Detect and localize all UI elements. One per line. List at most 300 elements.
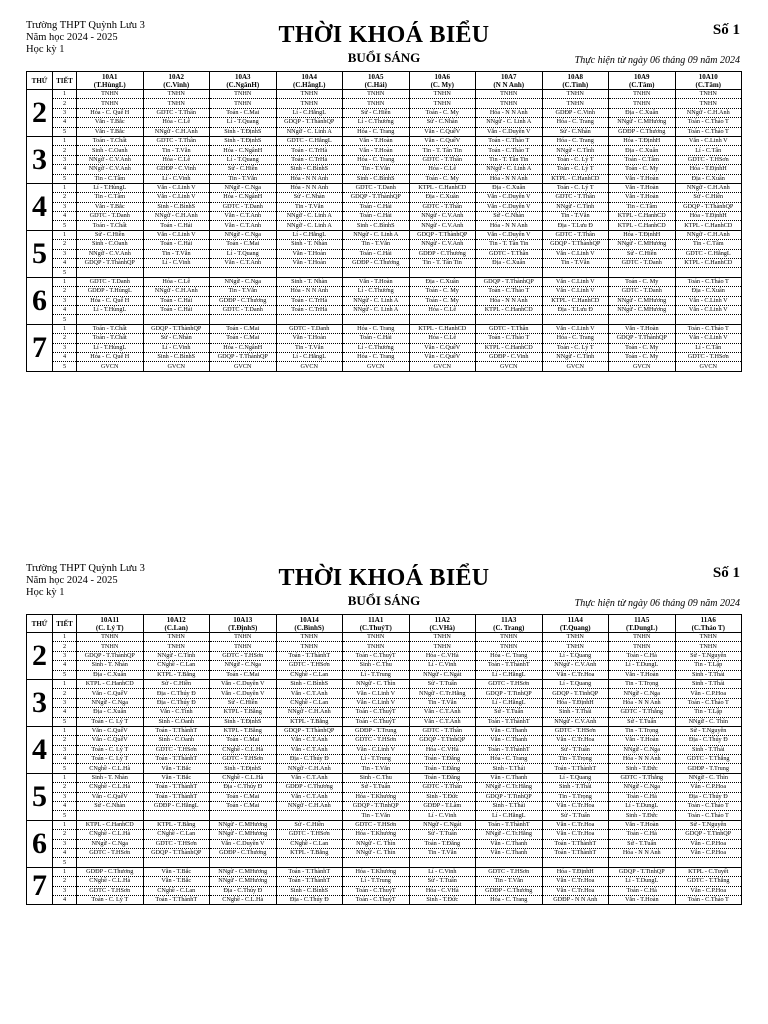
lesson-cell: CNghề - C.L.Hà: [210, 773, 277, 782]
lesson-cell: NNgữ - C.Tình: [542, 146, 609, 155]
lesson-cell: Toán - C. Lý T: [542, 155, 609, 164]
day-label: 3: [27, 679, 53, 726]
lesson-cell: Sinh - T.Thái: [476, 802, 543, 811]
lesson-cell: Văn - T.Hoàn: [609, 174, 676, 183]
period-number: 3: [53, 108, 77, 117]
lesson-cell: Toán - C.Mai: [210, 108, 277, 117]
lesson-cell: Văn - T.Hoàn: [609, 895, 676, 904]
lesson-cell: Tin - T.Văn: [409, 698, 476, 707]
lesson-cell: [276, 268, 343, 277]
lesson-cell: Văn - C.T.Anh: [210, 221, 277, 230]
lesson-cell: KTPL - C.HanhCD: [609, 221, 676, 230]
table-row: [27, 90, 742, 99]
lesson-cell: Lí - T.DungL: [609, 802, 676, 811]
lesson-cell: Tin - T.Văn: [343, 764, 410, 773]
lesson-cell: NNgữ - C. Thìn: [343, 848, 410, 857]
lesson-cell: Lí - C.Vinh: [143, 174, 210, 183]
lesson-cell: GDTC - T.HSơn: [276, 661, 343, 670]
lesson-cell: NNgữ - C.Ngát: [409, 820, 476, 829]
table-row: [27, 848, 742, 857]
lesson-cell: Lí - C.HằngL: [476, 698, 543, 707]
lesson-cell: GDĐP - T.Lâm: [409, 802, 476, 811]
period-number: 1: [53, 136, 77, 145]
lesson-cell: GDTC - T.HSơn: [276, 830, 343, 839]
lesson-cell: Văn - T.Hoàn: [609, 736, 676, 745]
lesson-cell: Hóa - C. Trang: [542, 118, 609, 127]
lesson-cell: Địa - C.Thúy Đ: [276, 895, 343, 904]
period-number: 1: [53, 867, 77, 876]
lesson-cell: NNgữ - C.Tình: [542, 352, 609, 361]
class-name: 10A12: [166, 615, 186, 624]
lesson-cell: Hóa - N N Anh: [609, 698, 676, 707]
lesson-cell: Sinh - T.ĐịnhS: [210, 136, 277, 145]
lesson-cell: KTPL - C.HanhCD: [675, 221, 742, 230]
lesson-cell: Văn - C.T.Anh: [409, 708, 476, 717]
lesson-cell: Hóa - N N Anh: [476, 296, 543, 305]
table-row: [27, 249, 742, 258]
lesson-cell: Văn - T.Hoàn: [276, 259, 343, 268]
lesson-cell: TNHN: [409, 633, 476, 642]
lesson-cell: [143, 268, 210, 277]
lesson-cell: CNghề - C.Lan: [143, 886, 210, 895]
lesson-cell: CNghề - C.Lan: [276, 698, 343, 707]
lesson-cell: GVCN: [77, 362, 144, 371]
table-row: [27, 118, 742, 127]
lesson-cell: GDTC - T.HSơn: [210, 651, 277, 660]
lesson-cell: Hóa - C.Lê: [143, 155, 210, 164]
lesson-cell: Địa - C.Xuân: [409, 277, 476, 286]
lesson-cell: Toán - C. Lý T: [77, 895, 144, 904]
class-teacher: (C.HằngL): [293, 80, 326, 89]
class-name: 11A1: [368, 615, 384, 624]
lesson-cell: [276, 315, 343, 324]
period-number: 1: [53, 324, 77, 333]
lesson-cell: Địa - C.Thúy Đ: [276, 755, 343, 764]
lesson-cell: NNgữ - C.Tr.Hằng: [409, 689, 476, 698]
lesson-cell: Hóa - C. Quế H: [77, 108, 144, 117]
lesson-cell: Lí - C.Thương: [343, 118, 410, 127]
lesson-cell: Toán - T.ThànhT: [276, 867, 343, 876]
lesson-cell: Sử - C.Nhàn: [476, 212, 543, 221]
lesson-cell: Sử - C.Nhàn: [409, 118, 476, 127]
lesson-cell: Toán - C.Thảo T: [675, 698, 742, 707]
lesson-cell: GVCN: [343, 362, 410, 371]
lesson-cell: [476, 858, 543, 867]
lesson-cell: Toán - T.ThànhT: [143, 726, 210, 735]
lesson-cell: GDQP - T.TinhQP: [409, 736, 476, 745]
lesson-cell: Địa - C.Thúy Đ: [675, 792, 742, 801]
lesson-cell: GDTC - T.Danh: [77, 277, 144, 286]
class-teacher: (N N Anh): [493, 80, 525, 89]
period-number: 5: [53, 315, 77, 324]
lesson-cell: Sinh - T.ĐịnhS: [210, 764, 277, 773]
lesson-cell: Lí - T.Trung: [343, 670, 410, 679]
lesson-cell: Hóa - T.Khương: [343, 867, 410, 876]
lesson-cell: GDTC - T.Thắng: [675, 755, 742, 764]
lesson-cell: Tin - T.Văn: [276, 202, 343, 211]
lesson-cell: [609, 268, 676, 277]
lesson-cell: [409, 858, 476, 867]
lesson-cell: NNgữ - C.MHương: [210, 877, 277, 886]
page-title: THỜI KHOÁ BIỂU: [278, 565, 490, 591]
lesson-cell: Lí - T.Trung: [343, 755, 410, 764]
table-row: [27, 240, 742, 249]
lesson-cell: Toán - C.Mai: [210, 792, 277, 801]
lesson-cell: Hóa - T.Khương: [343, 830, 410, 839]
lesson-cell: Văn - T.Hoàn: [609, 670, 676, 679]
lesson-cell: Văn - T.Hoàn: [609, 820, 676, 829]
lesson-cell: Văn - C.Linh V: [675, 296, 742, 305]
lesson-cell: GDTC - T.Thân: [409, 202, 476, 211]
lesson-cell: Hóa - N N Anh: [276, 174, 343, 183]
lesson-cell: KTPL - T.Bằng: [276, 848, 343, 857]
lesson-cell: Sử - C.Hiền: [77, 230, 144, 239]
class-teacher: (C. Trang): [493, 623, 525, 632]
lesson-cell: KTPL - C.HanhCD: [409, 183, 476, 192]
lesson-cell: Hóa - T.ĐịnhH: [675, 212, 742, 221]
effective-date: Thực hiện từ ngày 06 tháng 09 năm 2024: [574, 598, 740, 609]
lesson-cell: Tin - T. Tân Tin: [409, 259, 476, 268]
lesson-cell: NNgữ - C. Linh A: [476, 118, 543, 127]
lesson-cell: Địa - C.Xuân: [77, 670, 144, 679]
lesson-cell: Văn - C.T.Anh: [409, 717, 476, 726]
lesson-cell: Sinh - C.BìnhS: [276, 679, 343, 688]
lesson-cell: Sử - C.Hiền: [210, 165, 277, 174]
sheet-number: Số 1: [712, 22, 740, 38]
lesson-cell: TNHN: [77, 642, 144, 651]
lesson-cell: Văn - C.Tr.Hoa: [542, 886, 609, 895]
lesson-cell: NNgữ - C.Nga: [77, 698, 144, 707]
lesson-cell: Văn - C.Linh V: [675, 334, 742, 343]
period-number: 4: [53, 259, 77, 268]
lesson-cell: Văn - C.Linh V: [542, 324, 609, 333]
table-row: [27, 136, 742, 145]
lesson-cell: TNHN: [210, 642, 277, 651]
lesson-cell: Lí - T.Quang: [542, 773, 609, 782]
period-number: 5: [53, 221, 77, 230]
lesson-cell: TNHN: [276, 90, 343, 99]
table-row: [27, 764, 742, 773]
lesson-cell: Hóa - C. Trang: [476, 651, 543, 660]
lesson-cell: Văn - C.Thanh: [476, 773, 543, 782]
lesson-cell: TNHN: [343, 642, 410, 651]
lesson-cell: Toán - T.ThànhT: [542, 764, 609, 773]
lesson-cell: Văn - C.Linh V: [343, 698, 410, 707]
class-teacher: (C.Vinh): [163, 80, 190, 89]
lesson-cell: Sử - C.Nhàn: [77, 802, 144, 811]
lesson-cell: GDQP - T.ThànhQP: [476, 277, 543, 286]
school-name: Trường THPT Quỳnh Lưu 3: [26, 20, 145, 31]
period-number: 2: [53, 240, 77, 249]
lesson-cell: Tin - C.Tâm: [77, 193, 144, 202]
class-header: [143, 615, 210, 633]
class-teacher: (T.Quang): [559, 623, 591, 632]
lesson-cell: Toán - T.ThànhT: [542, 848, 609, 857]
lesson-cell: Lí - T.DungL: [609, 661, 676, 670]
lesson-cell: Văn - T.Bắc: [143, 764, 210, 773]
lesson-cell: Toán - C.Hải: [343, 202, 410, 211]
lesson-cell: GDQP - T.ThànhQP: [409, 230, 476, 239]
lesson-cell: [210, 268, 277, 277]
lesson-cell: TNHN: [409, 90, 476, 99]
lesson-cell: Sinh - C.BìnhS: [143, 202, 210, 211]
lesson-cell: NNgữ - C.Nga: [210, 661, 277, 670]
lesson-cell: Lí - C.HằngL: [276, 352, 343, 361]
lesson-cell: Toán - T.Đăng: [409, 773, 476, 782]
lesson-cell: [210, 858, 277, 867]
lesson-cell: Sinh - T. Nhàn: [77, 773, 144, 782]
lesson-cell: GDĐP - C.Vinh: [476, 352, 543, 361]
lesson-cell: NNgữ - C.V.Anh: [77, 155, 144, 164]
lesson-cell: NNgữ - C.MHương: [609, 305, 676, 314]
table-row: [27, 277, 742, 286]
lesson-cell: Sử - T.Nguyên: [675, 651, 742, 660]
lesson-cell: Toán - C. My: [409, 296, 476, 305]
lesson-cell: TNHN: [609, 642, 676, 651]
lesson-cell: Lí - C.HằngL: [276, 108, 343, 117]
lesson-cell: TNHN: [343, 633, 410, 642]
lesson-cell: Văn - C.Linh V: [143, 183, 210, 192]
lesson-cell: Toán - C.Thảo T: [675, 127, 742, 136]
lesson-cell: TNHN: [675, 642, 742, 651]
lesson-cell: Sinh - T.Thái: [542, 708, 609, 717]
lesson-cell: Toán - T.ThànhT: [476, 745, 543, 754]
lesson-cell: GVCN: [409, 362, 476, 371]
table-row: [27, 155, 742, 164]
lesson-cell: Hóa - C. Trang: [343, 155, 410, 164]
lesson-cell: Hóa - C.Lê: [409, 165, 476, 174]
lesson-cell: GDTC - T.Thắng: [609, 773, 676, 782]
col-header-period: TIẾT: [53, 615, 77, 633]
table-row: [27, 830, 742, 839]
lesson-cell: Toán - C.Mai: [210, 240, 277, 249]
lesson-cell: NNgữ - C.MHương: [210, 820, 277, 829]
lesson-cell: Sử - T.Tuấn: [542, 745, 609, 754]
lesson-cell: Hóa - C. Trang: [542, 334, 609, 343]
lesson-cell: Văn - C.Thanh: [476, 736, 543, 745]
lesson-cell: NNgữ - C.H.Anh: [675, 108, 742, 117]
lesson-cell: Sinh - T.Thái: [675, 679, 742, 688]
lesson-cell: Địa - C.Thúy Đ: [143, 698, 210, 707]
lesson-cell: NNgữ - C. Linh A: [343, 296, 410, 305]
table-row: [27, 146, 742, 155]
lesson-cell: TNHN: [476, 633, 543, 642]
class-name: 10A9: [633, 72, 650, 81]
lesson-cell: GVCN: [609, 362, 676, 371]
lesson-cell: NNgữ - C. Linh A: [476, 165, 543, 174]
class-name: 11A2: [434, 615, 450, 624]
lesson-cell: GDTC - T.Danh: [609, 287, 676, 296]
table-row: [27, 324, 742, 333]
period-number: 4: [53, 802, 77, 811]
lesson-cell: Văn - C.P.Hoa: [675, 886, 742, 895]
lesson-cell: GDĐP - C.Thương: [476, 886, 543, 895]
lesson-cell: NNgữ - C.Nga: [609, 689, 676, 698]
lesson-cell: TNHN: [343, 99, 410, 108]
effective-date: Thực hiện từ ngày 06 tháng 09 năm 2024: [574, 55, 740, 66]
table-row: [27, 679, 742, 688]
lesson-cell: Toán - C.Thảo T: [675, 895, 742, 904]
class-header: [143, 72, 210, 90]
lesson-cell: CNghề - C.Lan: [143, 830, 210, 839]
lesson-cell: Sinh - C.BìnhS: [276, 886, 343, 895]
lesson-cell: [476, 315, 543, 324]
lesson-cell: Văn - C.T.Anh: [210, 259, 277, 268]
table-row: [27, 268, 742, 277]
lesson-cell: [409, 315, 476, 324]
class-header: [77, 615, 144, 633]
lesson-cell: Địa - C.Thúy Đ: [210, 783, 277, 792]
lesson-cell: Tin - T.Văn: [343, 240, 410, 249]
lesson-cell: GDTC - C.HằngL: [675, 249, 742, 258]
lesson-cell: [343, 315, 410, 324]
lesson-cell: NNgữ - C.Nga: [609, 745, 676, 754]
lesson-cell: GDĐP - C.HằngL: [143, 802, 210, 811]
lesson-cell: GDTC - T.HSơn: [675, 155, 742, 164]
lesson-cell: GDTC - C.HằngL: [276, 136, 343, 145]
table-row: [27, 230, 742, 239]
table-row: [27, 642, 742, 651]
table-row: [27, 867, 742, 876]
lesson-cell: Tin - T.Văn: [143, 146, 210, 155]
lesson-cell: GVCN: [542, 362, 609, 371]
class-header: [675, 615, 742, 633]
day-label: 6: [27, 820, 53, 867]
lesson-cell: Hóa - C. Quế H: [77, 352, 144, 361]
lesson-cell: Toán - C.Thảo T: [476, 334, 543, 343]
lesson-cell: KTPL - C.Tuyết: [675, 867, 742, 876]
lesson-cell: KTPL - T.Bằng: [143, 670, 210, 679]
lesson-cell: Toán - C. Lý T: [77, 745, 144, 754]
lesson-cell: Tin - T.Văn: [343, 165, 410, 174]
lesson-cell: Văn - C.Thanh: [476, 839, 543, 848]
lesson-cell: NNgữ - C.Tr.Hằng: [476, 783, 543, 792]
lesson-cell: Tin - T.Văn: [409, 848, 476, 857]
lesson-cell: Lí - T.Quang: [542, 679, 609, 688]
lesson-cell: Sử - T.Tuấn: [476, 708, 543, 717]
lesson-cell: Sinh - C.Oanh: [77, 146, 144, 155]
lesson-cell: Sinh - C.BìnhS: [343, 174, 410, 183]
lesson-cell: GDTC - T.HSơn: [542, 726, 609, 735]
lesson-cell: Lí - C.Tân: [675, 343, 742, 352]
lesson-cell: Văn - C.QuếV: [77, 689, 144, 698]
lesson-cell: Toán - C. Lý T: [77, 717, 144, 726]
table-row: [27, 755, 742, 764]
lesson-cell: Tin - T.Văn: [276, 343, 343, 352]
class-teacher: (C.BìnhS): [294, 623, 325, 632]
table-row: [27, 802, 742, 811]
lesson-cell: Hóa - C. Trang: [476, 755, 543, 764]
lesson-cell: Sử - C.Nhàn: [542, 127, 609, 136]
lesson-cell: Toán - C.Mai: [210, 736, 277, 745]
lesson-cell: Văn - C.T.Anh: [276, 745, 343, 754]
table-row: [27, 670, 742, 679]
lesson-cell: Văn - C.P.Hoa: [675, 848, 742, 857]
lesson-cell: KTPL - T.Bằng: [210, 726, 277, 735]
lesson-cell: GDTC - T.Thắng: [609, 708, 676, 717]
lesson-cell: Lí - C.Vinh: [143, 343, 210, 352]
period-number: 3: [53, 202, 77, 211]
period-number: 2: [53, 783, 77, 792]
lesson-cell: Hóa - N N Anh: [609, 755, 676, 764]
lesson-cell: Hóa - T.ĐịnhH: [609, 136, 676, 145]
lesson-cell: Tin - T.Trọng: [542, 755, 609, 764]
lesson-cell: TNHN: [77, 99, 144, 108]
table-row: [27, 343, 742, 352]
class-header: [542, 72, 609, 90]
lesson-cell: Văn - C.P.Hoa: [675, 783, 742, 792]
table-row: [27, 717, 742, 726]
period-number: 1: [53, 773, 77, 782]
lesson-cell: GDTC - T.HSơn: [343, 820, 410, 829]
period-number: 5: [53, 858, 77, 867]
period-number: 3: [53, 343, 77, 352]
lesson-cell: Tin - T.Văn: [210, 287, 277, 296]
lesson-cell: Toán - C.Thảo T: [675, 811, 742, 820]
lesson-cell: Lí - T.HùngL: [77, 183, 144, 192]
period-number: 4: [53, 848, 77, 857]
lesson-cell: Hóa - C.Lê: [143, 277, 210, 286]
day-label: 3: [27, 136, 53, 183]
period-number: 1: [53, 633, 77, 642]
lesson-cell: Địa - C.Xuân: [675, 174, 742, 183]
lesson-cell: Sử - T.Tuấn: [542, 811, 609, 820]
lesson-cell: GDTC - T.HSơn: [343, 736, 410, 745]
lesson-cell: Toán - C. Lý T: [542, 165, 609, 174]
period-number: 3: [53, 792, 77, 801]
lesson-cell: KTPL - C.HanhCD: [675, 259, 742, 268]
class-name: 10A5: [367, 72, 384, 81]
period-number: 1: [53, 183, 77, 192]
lesson-cell: Toán - T.Chất: [77, 221, 144, 230]
period-number: 5: [53, 764, 77, 773]
lesson-cell: Toán - T.Chất: [77, 334, 144, 343]
lesson-cell: CNghề - C.Lan: [276, 839, 343, 848]
lesson-cell: Lí - T.DungL: [609, 877, 676, 886]
lesson-cell: Sinh - C.Thu: [343, 661, 410, 670]
period-number: 1: [53, 277, 77, 286]
class-teacher: (C.Lan): [164, 623, 189, 632]
class-name: 11A4: [567, 615, 583, 624]
lesson-cell: TNHN: [609, 90, 676, 99]
lesson-cell: Toán - C.TrHà: [276, 296, 343, 305]
lesson-cell: NNgữ - C.MHương: [609, 118, 676, 127]
table-row: [27, 633, 742, 642]
lesson-cell: NNgữ - C.V.Anh: [409, 221, 476, 230]
period-number: 2: [53, 99, 77, 108]
lesson-cell: Lí - T.Quang: [210, 249, 277, 258]
period-number: 3: [53, 249, 77, 258]
school-term: Học kỳ 1: [26, 587, 65, 598]
lesson-cell: Văn - C.Linh V: [542, 249, 609, 258]
lesson-cell: Văn - T.Hoàn: [609, 183, 676, 192]
lesson-cell: Toán - C.ThuýT: [343, 717, 410, 726]
lesson-cell: GDĐP - T.Trung: [343, 726, 410, 735]
lesson-cell: CNghề - C.L.Hà: [77, 877, 144, 886]
day-label: 7: [27, 867, 53, 905]
table-row: [27, 895, 742, 904]
table-row: [27, 877, 742, 886]
lesson-cell: KTPL - C.HanhCD: [409, 324, 476, 333]
table-row: [27, 858, 742, 867]
lesson-cell: Hóa - N N Anh: [476, 108, 543, 117]
lesson-cell: GDQP - T.ThànhQP: [276, 726, 343, 735]
class-teacher: (T.ĐịnhS): [228, 623, 258, 632]
lesson-cell: Tin - C.Tâm: [609, 202, 676, 211]
lesson-cell: Toán - C.ThuýT: [343, 708, 410, 717]
lesson-cell: Sinh - C.BìnhS: [276, 165, 343, 174]
lesson-cell: Văn - C.Duyên V: [210, 679, 277, 688]
